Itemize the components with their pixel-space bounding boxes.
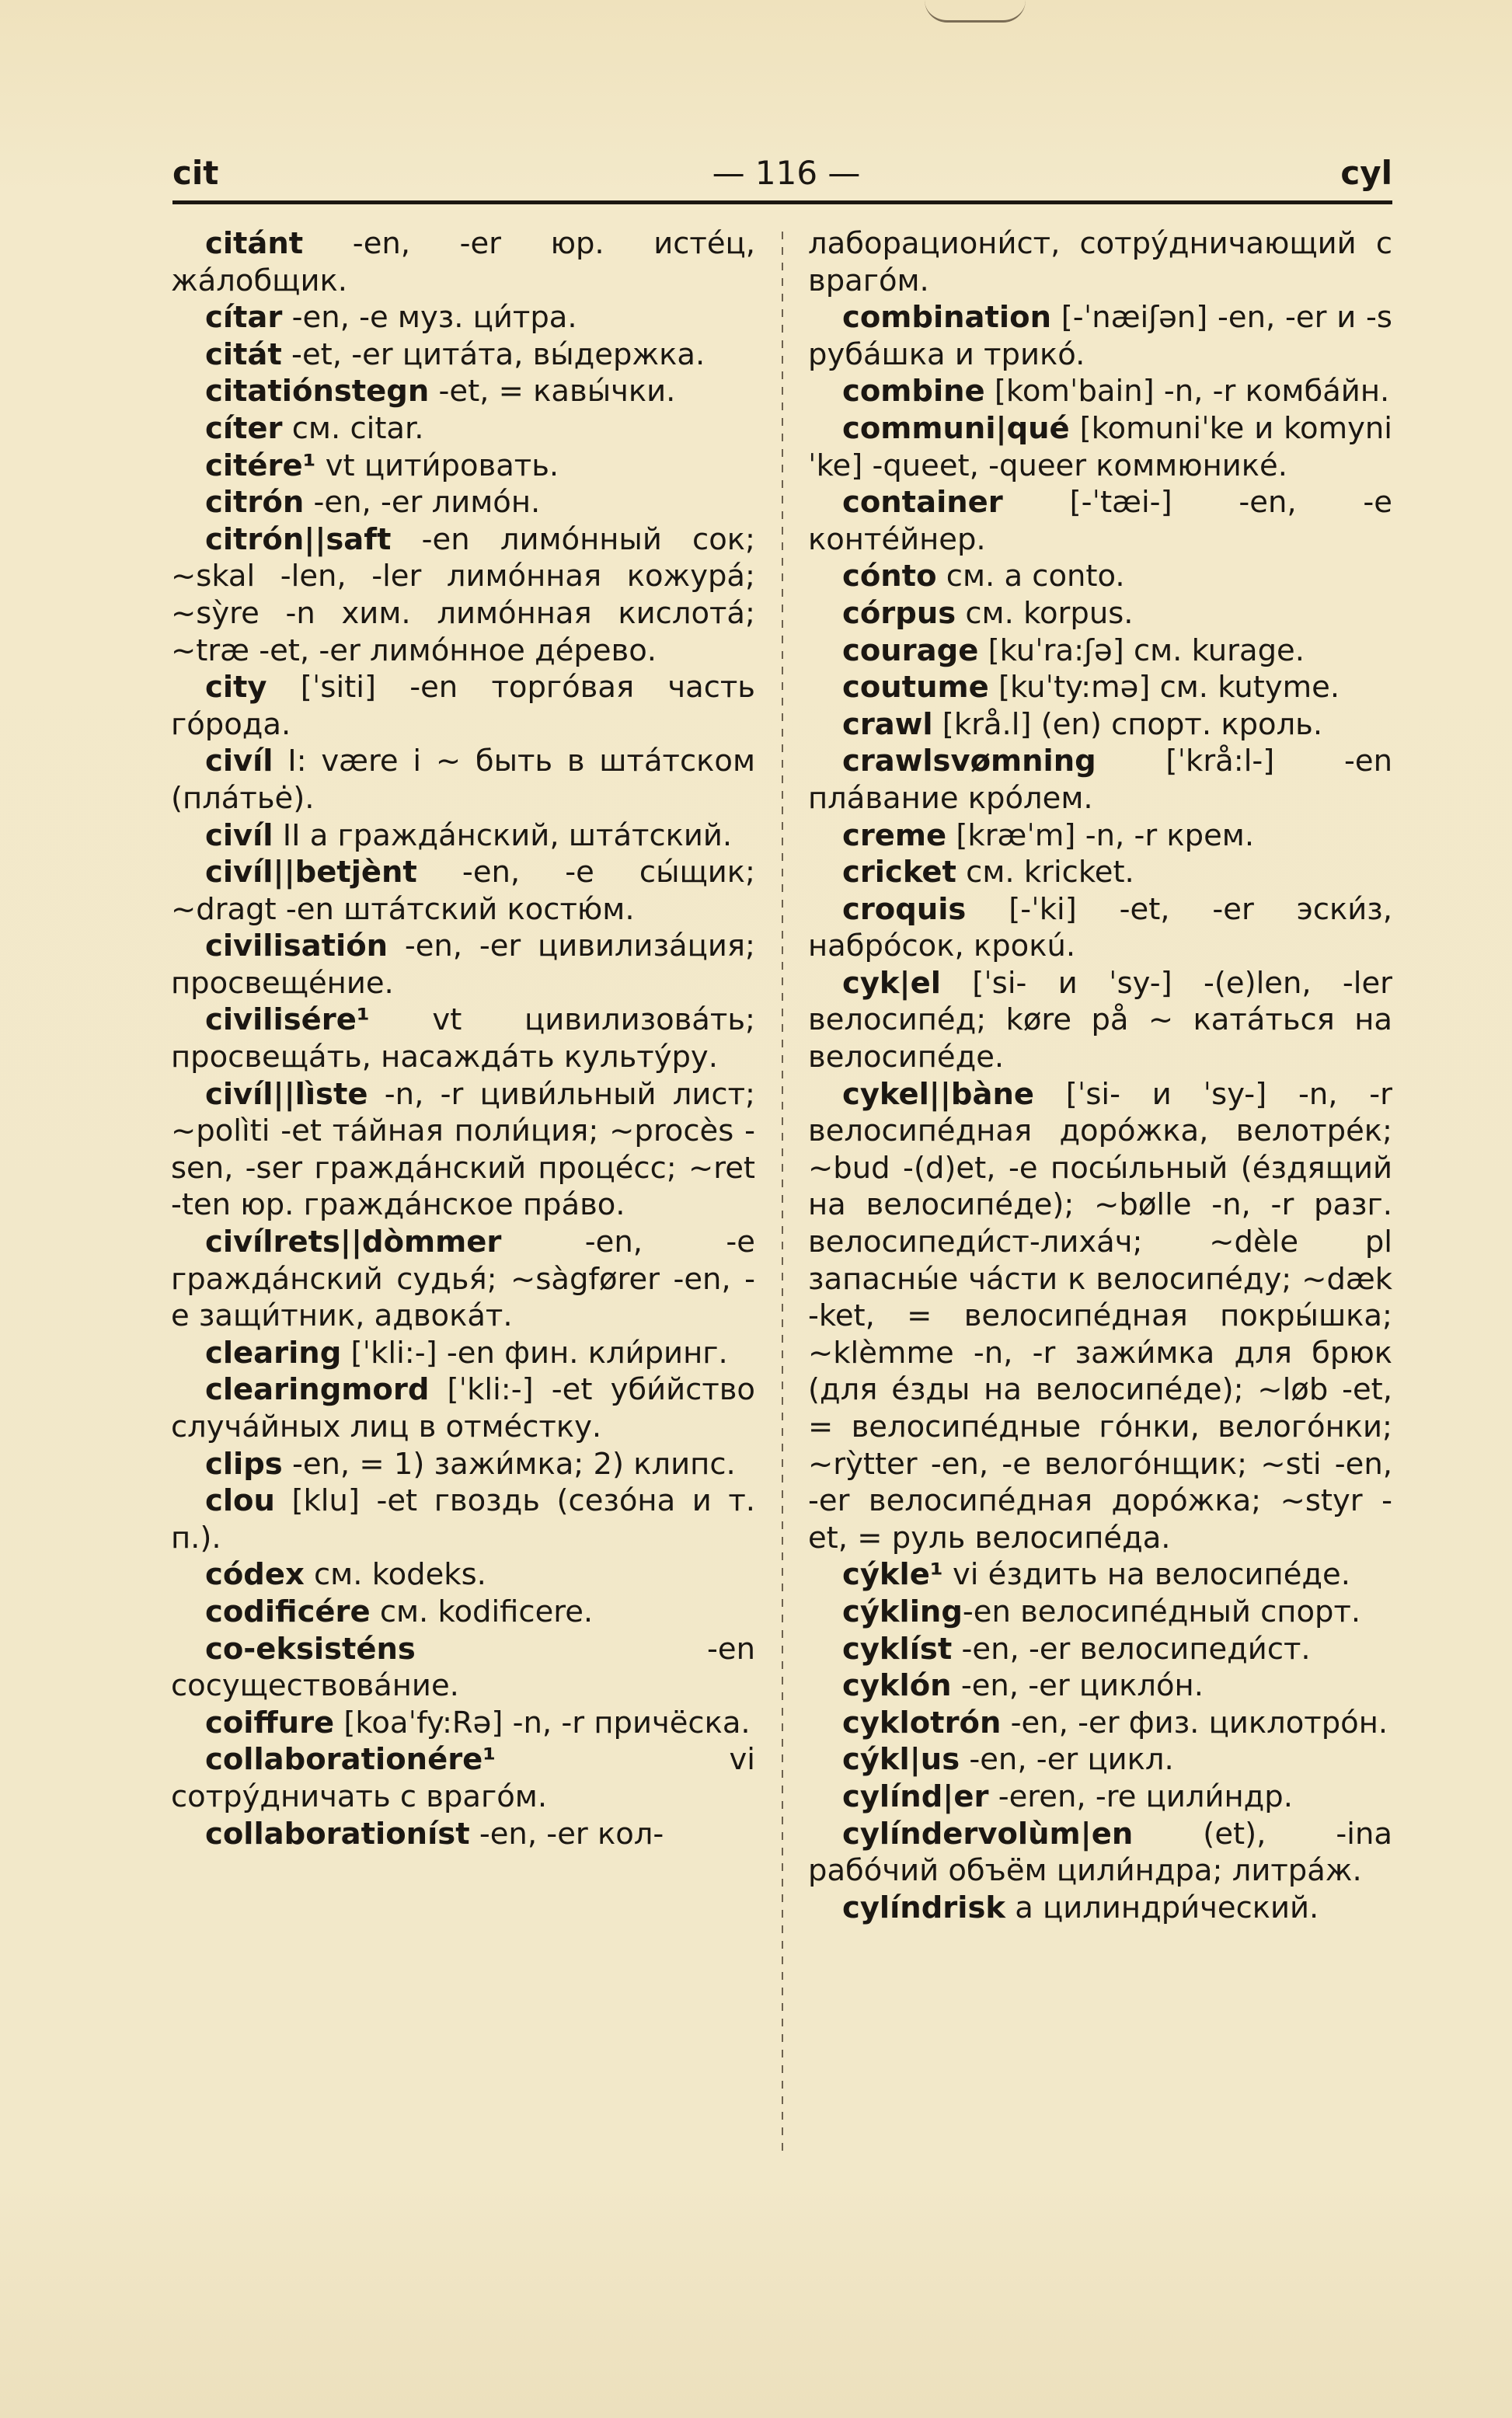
definition: [komˈbain] -n, -r комбáйн. [984,374,1390,409]
dictionary-entry [808,299,1392,373]
definition: -en сосуществовáние. [171,1631,755,1704]
headword: clou [205,1483,275,1519]
dictionary-entry [808,965,1392,1076]
definition: [ˈsiti] -en торгóвая часть гóрода. [171,670,755,742]
dictionary-entry [171,448,755,485]
page-number: — 116 — [712,154,861,192]
headword: combination [842,300,1051,336]
dictionary-entry [171,1076,755,1224]
header-rule [172,200,1392,204]
dictionary-entry [171,1446,755,1483]
dictionary-entry [171,1741,755,1815]
definition: -n, -r циви́льный лист; ~polìti -et тáйная поли́ция; ~procès -sen, -ser граждáнский процéсс; ~ret -ten юр. граждáнское прáво. [171,1076,755,1223]
definition: [krå.l] (en) спорт. кроль. [932,706,1323,742]
dictionary-entry [171,1594,755,1631]
dictionary-entry [171,410,755,448]
definition: vt цити́ровать. [315,448,559,483]
definition: [-ˈnæiʃən] -en, -er и -s рубáшка и трикó. [808,300,1392,372]
definition: -eren, -re цили́ндр. [988,1779,1293,1814]
definition: лаборациони́ст, сотрýдничающий с врагóм. [808,226,1392,298]
definition: [kræˈm] -n, -r крем. [946,817,1255,853]
headword: cyklotrón [842,1705,1002,1740]
headword: citrón||saft [205,521,392,557]
definition: vt цивилизовáть; просвещáть, насаждáть культýру. [171,1002,755,1075]
dictionary-entry [808,632,1392,670]
headword: civílrets||dòmmer [205,1225,502,1260]
definition: см. kodeks. [304,1557,486,1593]
definition: -en, -er цивилизáция; просвещéние. [171,929,755,1001]
definition: [klu] -et гвоздь (сезóна и т. п.). [171,1483,755,1556]
headword: civíl||betjènt [205,855,417,890]
dictionary-entry [808,1594,1392,1631]
headword: cónto [842,559,937,594]
definition: II a граждáнский, штáтский. [273,817,733,853]
headword: civíl [205,744,273,779]
dictionary-entry [171,373,755,410]
dictionary-entry [171,928,755,1002]
header-first-word: cit [172,154,219,192]
dictionary-entry [808,225,1392,299]
headword: cylínd|er [842,1779,989,1814]
definition: -et, -er цитáта, вы́держка. [281,336,705,372]
column-divider [782,232,783,2151]
headword: cykel||bàne [842,1076,1034,1112]
headword: communi|qué [842,410,1070,446]
definition: vi éздить на велосипéде. [942,1557,1350,1593]
dictionary-entry [171,225,755,299]
dictionary-entry [171,1631,755,1705]
definition: [ˈkli:-] -et уби́йство случáйных лиц в отмéстку. [171,1372,755,1444]
headword: citére¹ [205,448,316,483]
dictionary-entry [808,669,1392,706]
headword: citát [205,336,282,372]
dictionary-entry [171,743,755,817]
headword: citatiónstegn [205,374,430,409]
dictionary-entry [171,299,755,336]
definition: -en, -er велосипеди́ст. [952,1631,1311,1667]
headword: cýkle¹ [842,1557,943,1593]
headword: cylíndervolùm|en [842,1816,1134,1852]
dictionary-entry [808,1667,1392,1705]
page-edge-notch [925,0,1026,23]
definition: [ˈsi- и ˈsy-] -n, -r велосипéдная дорóжка, велотрéк; ~bud -(d)et, -e посы́льный (éздящий на велосипéде); ~bølle -n, -r разг. велосипеди́ст-лихáч; ~dèle pl запасны́е чáсти к велосипéду; ~dæk -ket, = велосипéдная покры́шка; ~klèmme -n, -r зажи́мка для брюк (для éзды на велосипéде); ~løb -et, = велосипéдные гóнки, велогóнки; ~rỳtter -en, -e велогóнщик; ~sti -en, -er велосипéдная дорóжка; ~styr -et, = руль велосипéда. [808,1076,1392,1556]
headword: crawl [842,706,933,742]
headword: crawlsvømning [842,744,1096,779]
headword: croquis [842,891,967,927]
dictionary-entry [171,1705,755,1742]
dictionary-entry [808,595,1392,632]
headword: codificére [205,1594,371,1629]
definition: [komuniˈke и komyniˈke] -queet, -queer коммюникé. [808,410,1392,483]
left-column [171,225,755,1852]
dictionary-entry [808,1816,1392,1890]
definition: [ˈkrå:l-] -en плáвание крóлем. [808,744,1392,816]
headword: cyk|el [842,965,941,1001]
definition: -en, = 1) зажи́мка; 2) клипс. [282,1446,736,1482]
dictionary-entry [808,1779,1392,1816]
dictionary-entry [808,1076,1392,1557]
dictionary-entry [808,373,1392,410]
definition: [kuˈra:ʃə] см. kurage. [978,632,1305,668]
headword: courage [842,632,979,668]
definition: -en, -er циклóн. [951,1668,1204,1704]
dictionary-entry [171,1483,755,1556]
headword: city [205,670,267,706]
dictionary-entry [171,1224,755,1335]
dictionary-entry [171,1335,755,1372]
definition: [-ˈtæi-] -en, -e контéйнер. [808,485,1392,557]
headword: civilisére¹ [205,1002,370,1038]
dictionary-entry [171,336,755,374]
dictionary-entry [171,1002,755,1075]
right-column [808,225,1392,1926]
definition: -en, -er кол- [469,1816,664,1852]
headword: citrón [205,485,305,521]
dictionary-entry [171,669,755,743]
dictionary-entry [808,484,1392,558]
headword: clearing [205,1335,342,1371]
definition: [ˈsi- и ˈsy-] -(e)len, -ler велосипéд; køre på ~ катáться на велосипéде. [808,965,1392,1075]
dictionary-entry [171,484,755,521]
headword: collaborationíst [205,1816,470,1852]
definition: -et, = кавы́чки. [429,374,676,409]
dictionary-entry [808,558,1392,595]
headword: cýkling [842,1594,963,1629]
headword: coiffure [205,1705,335,1740]
dictionary-entry [171,854,755,928]
definition: [ˈkli:-] -en фин. кли́ринг. [341,1335,728,1371]
dictionary-entry [808,706,1392,744]
headword: coutume [842,670,989,706]
headword: cýkl|us [842,1742,960,1778]
definition: см. kricket. [956,855,1134,890]
headword: cyklón [842,1668,952,1704]
definition: -en, -er цикл. [960,1742,1174,1778]
headword: civíl||lìste [205,1076,368,1112]
headword: córpus [842,595,956,631]
headword: citánt [205,226,304,261]
headword: civilisatión [205,929,388,964]
headword: clips [205,1446,283,1482]
definition: -en велосипéдный спорт. [962,1594,1361,1629]
headword: cíter [205,410,283,446]
dictionary-entry [808,410,1392,484]
headword: co-eksisténs [205,1631,416,1667]
definition: [kuˈty:mə] см. kutyme. [988,670,1340,706]
dictionary-entry [171,1556,755,1594]
definition: -en, -e сы́щик; ~dragt -en штáтский костю́м. [171,855,755,927]
headword: combine [842,374,985,409]
dictionary-entry [808,891,1392,965]
definition: vi сотрýдничать с врагóм. [171,1742,755,1814]
dictionary-entry [808,1556,1392,1594]
definition: -en, -e граждáнский судья́; ~sàgfører -en, -e защи́тник, адвокáт. [171,1225,755,1334]
definition: см. kodificere. [370,1594,594,1629]
dictionary-entry [171,1816,755,1853]
headword: cricket [842,855,956,890]
headword: cítar [205,300,283,336]
headword: collaborationére¹ [205,1742,496,1778]
dictionary-entry [808,817,1392,855]
headword: códex [205,1557,305,1593]
headword: container [842,485,1003,521]
headword: cyklíst [842,1631,953,1667]
definition: I: være i ~ быть в штáтском (плáтье̇). [171,744,755,816]
headword: civíl [205,817,273,853]
definition: см. citar. [282,410,424,446]
header-last-word: cyl [1340,154,1392,192]
definition: см. korpus. [956,595,1134,631]
headword: cylíndrisk [842,1890,1005,1925]
definition: -en, -er лимóн. [304,485,541,521]
headword: clearingmord [205,1372,430,1408]
dictionary-entry [808,854,1392,891]
dictionary-entry [808,1741,1392,1779]
definition: -en лимóнный сок; ~skal -len, -ler лимóнная кожурá; ~sỳre -n хим. лимóнная кислотá; ~træ -et, -er лимóнное дéрево. [171,521,755,668]
dictionary-entry [171,521,755,669]
dictionary-entry [171,1371,755,1445]
dictionary-entry [171,817,755,855]
page-header [172,154,1392,200]
definition: a цилиндри́ческий. [1005,1890,1319,1925]
definition: -en, -er физ. циклотрóн. [1001,1705,1388,1740]
dictionary-entry [808,1631,1392,1668]
headword: creme [842,817,947,853]
definition: [koaˈfy:Rə] -n, -r причёска. [334,1705,751,1740]
dictionary-entry [808,1705,1392,1742]
dictionary-entry [808,743,1392,817]
dictionary-entry [808,1890,1392,1927]
definition: см. a conto. [936,559,1125,594]
definition: (et), -ina рабóчий объём цили́ндра; литрáж. [808,1816,1392,1889]
definition: [-ˈki] -et, -er эски́з, набрóсок, крокú. [808,891,1392,964]
definition: -en, -er юр. истéц, жáлобщик. [171,226,755,298]
definition: -en, -e муз. ци́тра. [282,300,577,336]
